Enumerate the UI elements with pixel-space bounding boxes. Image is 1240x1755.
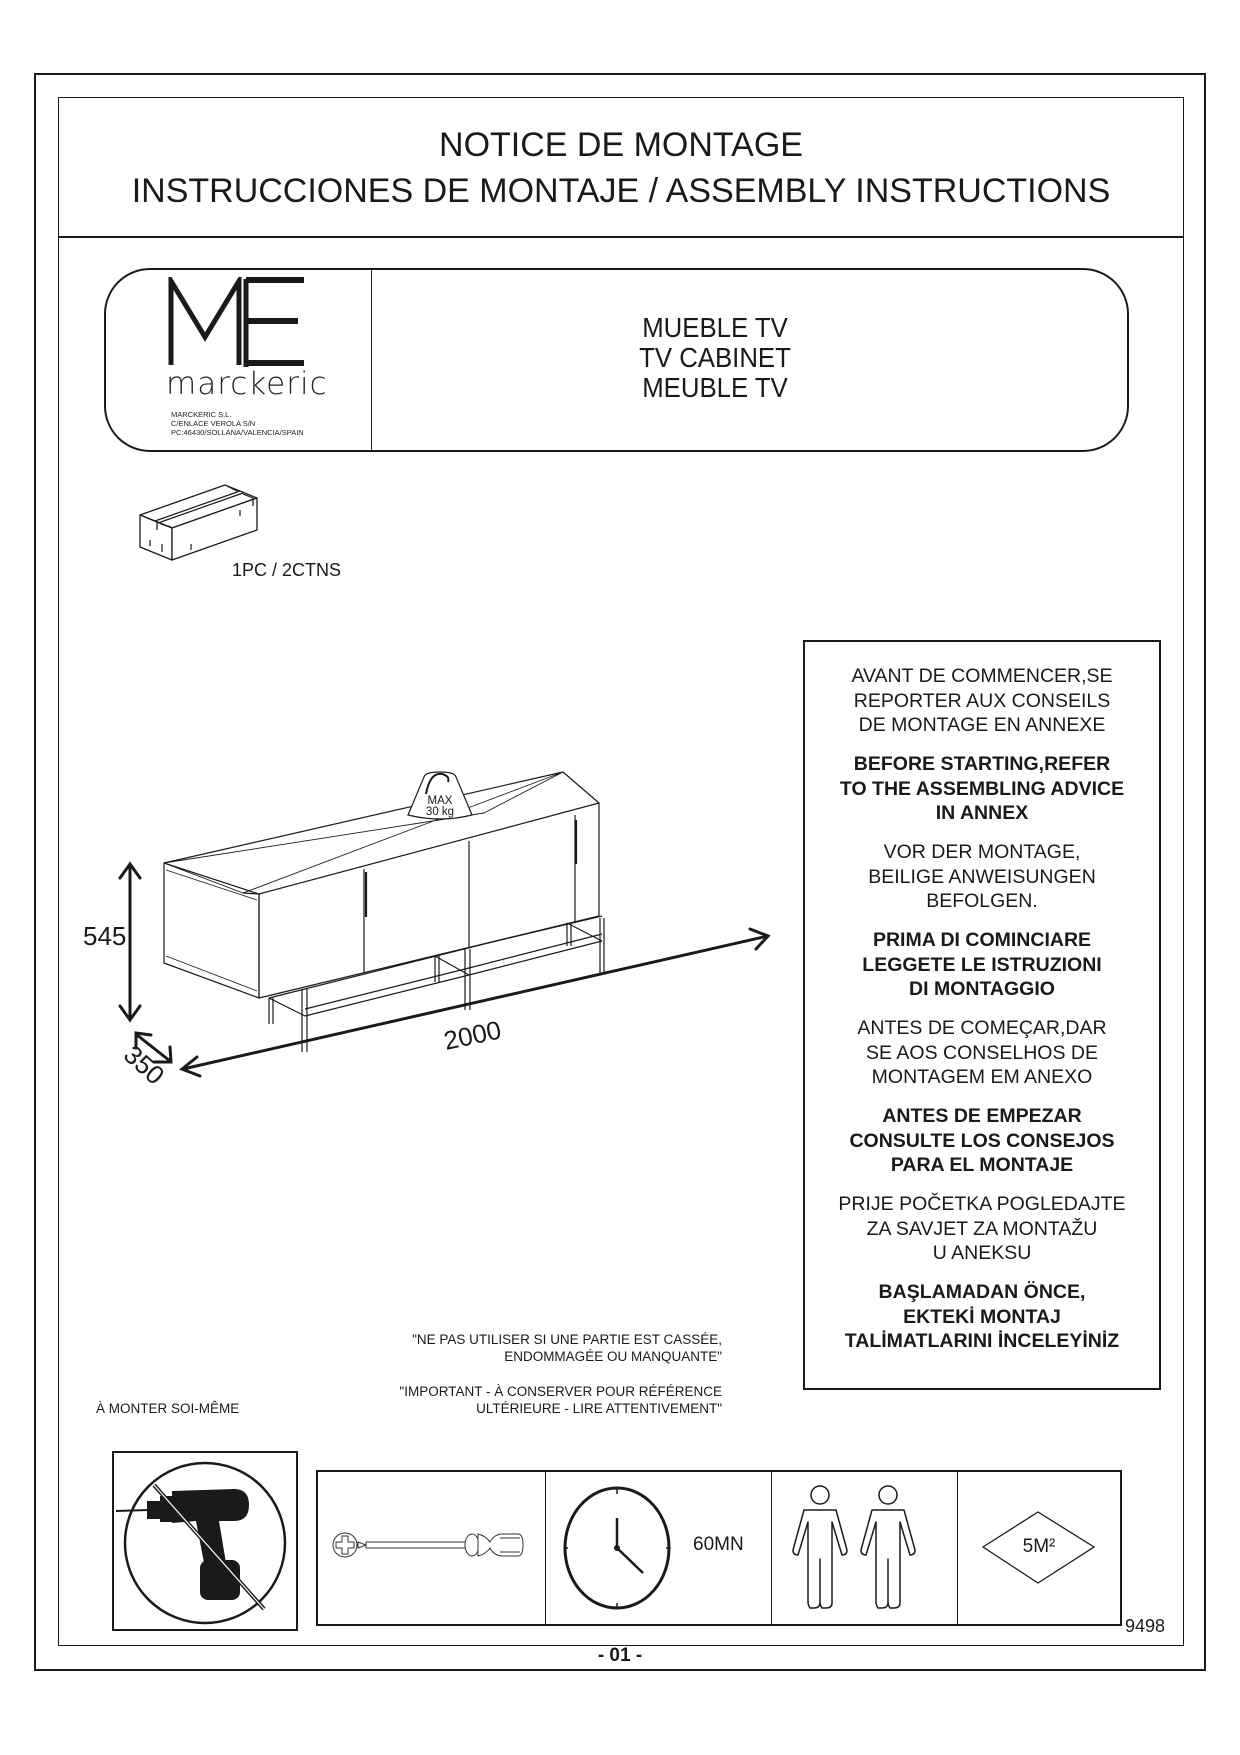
advice-line: REPORTER AUX CONSEILS [853,689,1111,712]
svg-text:30 kg: 30 kg [425,806,455,818]
warning-line: "IMPORTANT - À CONSERVER POUR RÉFÉRENCE [399,1384,722,1399]
brand-logo-monogram-icon [165,277,315,367]
phillips-screwdriver-icon [318,1472,544,1624]
packaging-label: 1PC / 2CTNS [232,560,342,580]
advice-line: TALİMATLARINI İNCELEYİNİZ [844,1330,1120,1352]
title-line-2: INSTRUCCIONES DE MONTAJE / ASSEMBLY INSTRUCTIONS [131,172,1111,210]
tv-cabinet-drawing [80,760,780,1100]
advice-line: LEGGETE LE ISTRUZIONI [862,953,1102,976]
assembly-time: 60MN [693,1534,744,1555]
assembly-advice-box [803,640,1161,1390]
advice-line: EKTEKİ MONTAJ [903,1305,1061,1328]
damaged-parts-warning [360,1331,722,1365]
svg-text:MAX: MAX [427,795,453,807]
advice-line: PARA EL MONTAJE [890,1154,1074,1176]
width-dimension: 2000 [441,1014,504,1056]
page-number: - 01 - [597,1645,643,1666]
advice-line: MONTAGEM EM ANEXO [871,1066,1093,1088]
product-name-en: TV CABINET [639,342,791,373]
product-name-es: MUEBLE TV [642,312,788,343]
title-line-1: NOTICE DE MONTAGE [439,126,803,164]
no-drill-icon [114,1453,296,1629]
depth-dimension: 350 [117,1039,171,1091]
tool-cell-screwdriver [318,1472,546,1624]
advice-line: VOR DER MONTAGE, [883,841,1081,863]
advice-de [805,840,1159,914]
warning-line: ULTÉRIEURE - LIRE ATTENTIVEMENT" [476,1401,722,1416]
advice-line: BEILIGE ANWEISUNGEN [868,865,1096,888]
advice-line: TO THE ASSEMBLING ADVICE [839,777,1125,800]
workspace-area: 5M² [1022,1536,1056,1557]
advice-line: PRIMA DI COMINCIARE [872,929,1092,951]
clock-icon [558,1472,688,1624]
advice-tr [805,1280,1159,1354]
document-title [58,122,1184,214]
advice-line: ZA SAVJET ZA MONTAŽU [866,1217,1098,1240]
header-divider [58,236,1184,238]
advice-it [805,928,1159,1002]
advice-line: U ANEKSU [932,1242,1032,1264]
advice-pt [805,1016,1159,1090]
tool-cell-time [546,1472,772,1624]
advice-line: BAŞLAMADAN ÖNCE, [878,1281,1086,1303]
advice-line: BEFOLGEN. [926,890,1038,912]
advice-line: ANTES DE EMPEZAR [882,1105,1082,1127]
warning-line: "NE PAS UTILISER SI UNE PARTIE EST CASSÉE, [412,1332,722,1347]
address-line: MARCKERIC S.L. [171,410,232,419]
document-code: 9498 [1125,1616,1166,1636]
advice-line: ANTES DE COMEÇAR,DAR [857,1017,1107,1039]
carton-box-icon [135,470,260,565]
advice-line: IN ANNEX [935,802,1029,824]
advice-line: PRIJE POČETKA POGLEDAJTE [838,1193,1126,1215]
brand-wordmark: marckeric [166,366,328,402]
advice-line: BEFORE STARTING,REFER [853,753,1111,775]
max-load-weight-icon [408,772,472,819]
no-power-drill-panel [112,1451,298,1631]
advice-line: DI MONTAGGIO [909,978,1055,1000]
warning-line: ENDOMMAGÉE OU MANQUANTE" [504,1349,722,1364]
advice-en [805,752,1159,826]
self-assembly-note: À MONTER SOI-MÊME [96,1401,240,1416]
advice-line: DE MONTAGE EN ANNEXE [858,714,1106,736]
address-line: PC:46430/SOLLANA/VALENCIA/SPAIN [171,428,304,437]
requirements-bar [316,1470,1122,1626]
advice-line: SE AOS CONSELHOS DE [866,1041,1098,1064]
advice-fr [805,664,1159,738]
tool-cell-area [958,1472,1120,1624]
keep-for-reference-warning [360,1383,722,1417]
advice-es [805,1104,1159,1178]
address-line: C/ENLACE VEROLA S/N [171,419,256,428]
product-names [609,313,821,403]
company-address [171,410,304,437]
two-persons-icon [772,1472,956,1624]
advice-hr [805,1192,1159,1266]
tool-cell-people [772,1472,958,1624]
advice-line: AVANT DE COMMENCER,SE [851,665,1113,687]
height-dimension: 545 [83,921,127,951]
product-name-fr: MEUBLE TV [642,372,788,403]
brand-panel-divider [371,268,372,452]
advice-line: CONSULTE LOS CONSEJOS [849,1129,1115,1152]
